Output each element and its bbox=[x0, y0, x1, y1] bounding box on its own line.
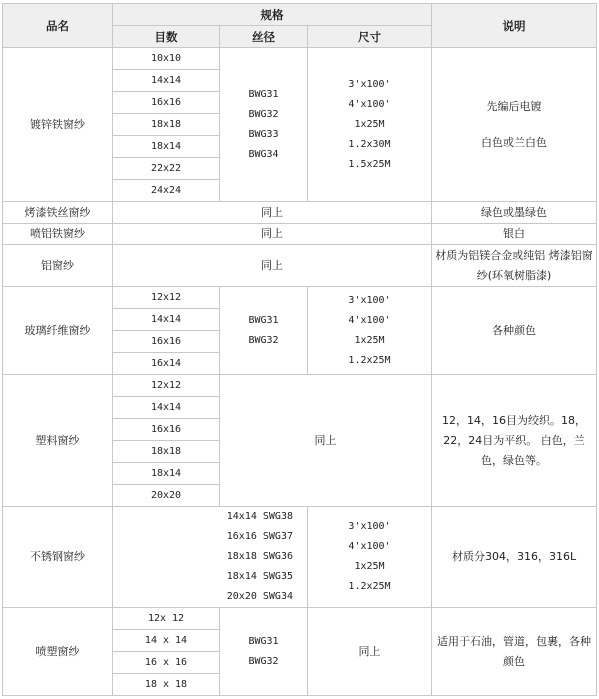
mesh-cell: 18x14 bbox=[113, 463, 220, 485]
mesh-cell: 14 x 14 bbox=[113, 630, 220, 652]
mesh-wire-item: 16x16 SWG37 bbox=[226, 531, 293, 542]
header-mesh: 目数 bbox=[113, 26, 220, 48]
product-name: 玻璃纤维窗纱 bbox=[3, 287, 113, 375]
product-name: 烤漆铁丝窗纱 bbox=[3, 202, 113, 224]
table-row bbox=[3, 224, 597, 245]
size-list bbox=[308, 287, 432, 375]
table-row bbox=[3, 287, 597, 309]
mesh-cell: 22x22 bbox=[113, 158, 220, 180]
size-item: 3'x100' bbox=[348, 78, 391, 90]
mesh-cell: 14x14 bbox=[113, 309, 220, 331]
desc-cell: 12，14，16目为绞织。18，22，24目为平织。 白色，兰色，绿色等。 bbox=[432, 375, 597, 507]
wire-item: BWG32 bbox=[248, 334, 279, 346]
mesh-wire-item: 14x14 SWG38 bbox=[226, 511, 293, 522]
wire-item: BWG32 bbox=[248, 655, 279, 667]
mesh-cell: 16 x 16 bbox=[113, 652, 220, 674]
same-as-above: 同上 bbox=[113, 202, 432, 224]
mesh-cell: 18x14 bbox=[113, 136, 220, 158]
desc-cell: 材质分304，316，316L bbox=[432, 507, 597, 608]
mesh-cell: 16x14 bbox=[113, 353, 220, 375]
size-item: 1.2x30M bbox=[348, 138, 391, 150]
wire-item: BWG31 bbox=[248, 635, 279, 647]
table-row bbox=[3, 48, 597, 70]
size-item: 1x25M bbox=[354, 334, 385, 346]
mesh-cell: 12x12 bbox=[113, 375, 220, 397]
desc-line: 白色或兰白色 bbox=[481, 135, 548, 149]
product-name: 塑料窗纱 bbox=[3, 375, 113, 507]
size-item: 1.2x25M bbox=[348, 581, 391, 592]
mesh-cell: 18x18 bbox=[113, 114, 220, 136]
size-item: 3'x100' bbox=[348, 521, 391, 532]
table-row bbox=[3, 608, 597, 630]
wire-list bbox=[220, 608, 308, 696]
mesh-cell: 12x12 bbox=[113, 287, 220, 309]
wire-item: BWG33 bbox=[248, 128, 279, 140]
size-list bbox=[308, 507, 432, 608]
size-item: 1.2x25M bbox=[348, 354, 391, 366]
product-name: 镀锌铁窗纱 bbox=[3, 48, 113, 202]
size-item: 1x25M bbox=[354, 561, 385, 572]
size-item: 4'x100' bbox=[348, 314, 391, 326]
mesh-wire-item: 18x18 SWG36 bbox=[226, 551, 293, 562]
same-as-above: 同上 bbox=[308, 608, 432, 696]
desc-cell: 材质为铝镁合金或纯铝 烤漆铝窗纱(环氧树脂漆) bbox=[432, 245, 597, 287]
mesh-cell: 16x16 bbox=[113, 331, 220, 353]
mesh-cell: 16x16 bbox=[113, 92, 220, 114]
mesh-cell: 16x16 bbox=[113, 419, 220, 441]
mesh-cell: 20x20 bbox=[113, 485, 220, 507]
wire-item: BWG31 bbox=[248, 314, 279, 326]
mesh-cell: 18x18 bbox=[113, 441, 220, 463]
table-row bbox=[3, 245, 597, 287]
mesh-cell: 24x24 bbox=[113, 180, 220, 202]
product-spec-table bbox=[2, 3, 597, 696]
header-row bbox=[3, 4, 597, 26]
mesh-wire-item: 18x14 SWG35 bbox=[226, 571, 293, 582]
same-as-above: 同上 bbox=[220, 375, 432, 507]
mesh-cell: 14x14 bbox=[113, 397, 220, 419]
desc-cell: 适用于石油，管道，包裹，各种颜色 bbox=[432, 608, 597, 696]
size-list bbox=[308, 48, 432, 202]
same-as-above: 同上 bbox=[113, 245, 432, 287]
table-row bbox=[3, 507, 597, 608]
desc-cell: 银白 bbox=[432, 224, 597, 245]
desc-cell: 绿色或墨绿色 bbox=[432, 202, 597, 224]
mesh-wire-list bbox=[113, 507, 308, 608]
same-as-above: 同上 bbox=[113, 224, 432, 245]
mesh-wire-item: 20x20 SWG34 bbox=[226, 591, 293, 602]
wire-item: BWG32 bbox=[248, 108, 279, 120]
header-name: 品名 bbox=[3, 4, 113, 48]
product-name: 喷铝铁窗纱 bbox=[3, 224, 113, 245]
product-name: 铝窗纱 bbox=[3, 245, 113, 287]
wire-item: BWG34 bbox=[248, 148, 279, 160]
table-row bbox=[3, 202, 597, 224]
desc-cell bbox=[432, 48, 597, 202]
size-item: 4'x100' bbox=[348, 541, 391, 552]
product-name: 不锈钢窗纱 bbox=[3, 507, 113, 608]
header-spec: 规格 bbox=[113, 4, 432, 26]
wire-list bbox=[220, 48, 308, 202]
wire-list bbox=[220, 287, 308, 375]
product-name: 喷塑窗纱 bbox=[3, 608, 113, 696]
mesh-cell: 18 x 18 bbox=[113, 674, 220, 696]
mesh-cell: 12x 12 bbox=[113, 608, 220, 630]
header-wire: 丝径 bbox=[220, 26, 308, 48]
desc-cell: 各种颜色 bbox=[432, 287, 597, 375]
desc-line: 先编后电镀 bbox=[486, 99, 542, 113]
header-size: 尺寸 bbox=[308, 26, 432, 48]
table-row bbox=[3, 375, 597, 397]
size-item: 1x25M bbox=[354, 118, 385, 130]
mesh-cell: 10x10 bbox=[113, 48, 220, 70]
size-item: 4'x100' bbox=[348, 98, 391, 110]
header-desc: 说明 bbox=[432, 4, 597, 48]
size-item: 3'x100' bbox=[348, 294, 391, 306]
wire-item: BWG31 bbox=[248, 88, 279, 100]
mesh-cell: 14x14 bbox=[113, 70, 220, 92]
size-item: 1.5x25M bbox=[348, 158, 391, 170]
